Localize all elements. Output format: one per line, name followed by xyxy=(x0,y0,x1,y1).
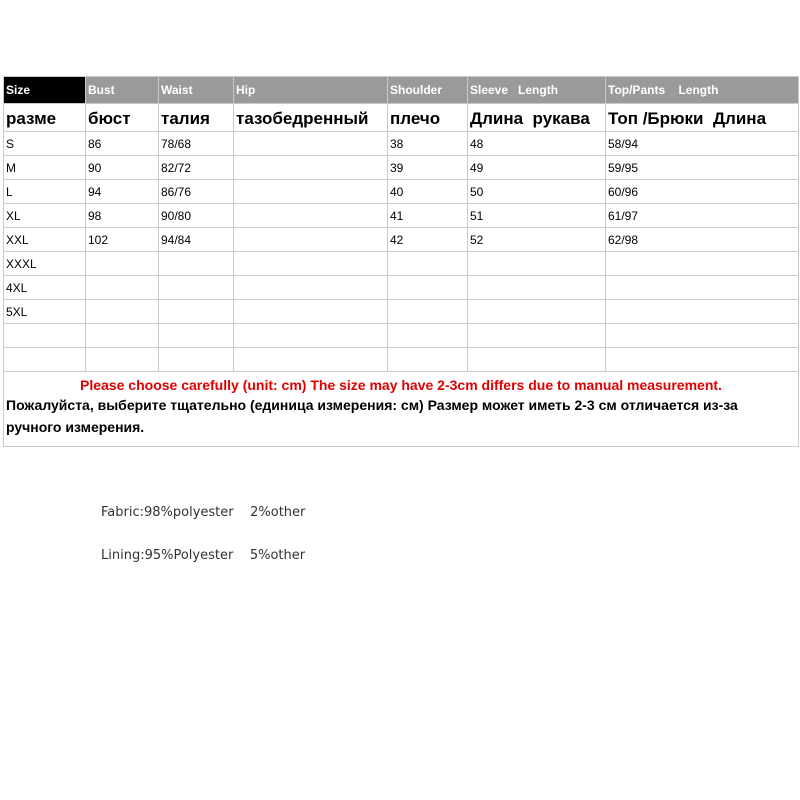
size-chart-table xyxy=(3,76,799,447)
table-cell: 102 xyxy=(86,228,159,252)
table-cell xyxy=(468,252,606,276)
table-row xyxy=(4,276,799,300)
table-cell: M xyxy=(4,156,86,180)
table-cell: 90 xyxy=(86,156,159,180)
header-cell-waist: Waist xyxy=(159,77,234,104)
table-cell: 98 xyxy=(86,204,159,228)
table-cell xyxy=(159,348,234,372)
table-cell: XXL xyxy=(4,228,86,252)
header-cell-top-pants-length: Top/Pants Length xyxy=(606,77,799,104)
note-english: Please choose carefully (unit: cm) The size may have 2-3cm differs due to manual measurement. xyxy=(80,377,722,393)
table-cell xyxy=(234,180,388,204)
table-cell xyxy=(234,228,388,252)
table-cell xyxy=(234,204,388,228)
header-cell-sleeve-length: Sleeve Length xyxy=(468,77,606,104)
table-cell xyxy=(606,300,799,324)
table-cell: 5XL xyxy=(4,300,86,324)
table-cell xyxy=(468,324,606,348)
table-cell: 60/96 xyxy=(606,180,799,204)
ru-header-cell: разме xyxy=(4,104,86,132)
table-cell: XXXL xyxy=(4,252,86,276)
table-cell xyxy=(86,276,159,300)
table-cell: 90/80 xyxy=(159,204,234,228)
table-cell xyxy=(388,348,468,372)
header-cell-hip: Hip xyxy=(234,77,388,104)
ru-header-cell: Длина рукава xyxy=(468,104,606,132)
table-cell: 94/84 xyxy=(159,228,234,252)
table-cell: 48 xyxy=(468,132,606,156)
table-row xyxy=(4,324,799,348)
table-cell: 49 xyxy=(468,156,606,180)
table-row xyxy=(4,252,799,276)
table-row xyxy=(4,180,799,204)
table-cell: 86/76 xyxy=(159,180,234,204)
table-cell xyxy=(388,300,468,324)
table-cell xyxy=(234,348,388,372)
table-cell xyxy=(234,276,388,300)
table-cell xyxy=(606,276,799,300)
note-cell xyxy=(4,372,799,447)
table-row xyxy=(4,132,799,156)
table-cell: 86 xyxy=(86,132,159,156)
table-cell xyxy=(606,252,799,276)
table-cell xyxy=(388,324,468,348)
table-cell xyxy=(4,348,86,372)
table-cell: 39 xyxy=(388,156,468,180)
table-cell xyxy=(234,324,388,348)
table-cell: 78/68 xyxy=(159,132,234,156)
note-russian: Пожалуйста, выберите тщательно (единица измерения: см) Размер может иметь 2-3 см отличается из-за ручного измерения. xyxy=(6,397,738,435)
table-cell xyxy=(388,252,468,276)
table-row xyxy=(4,300,799,324)
table-cell xyxy=(468,276,606,300)
header-cell-shoulder: Shoulder xyxy=(388,77,468,104)
table-cell xyxy=(4,324,86,348)
table-cell xyxy=(388,276,468,300)
table-cell xyxy=(86,252,159,276)
ru-header-cell: бюст xyxy=(86,104,159,132)
table-cell: 52 xyxy=(468,228,606,252)
header-row-russian xyxy=(4,104,799,132)
ru-header-cell: тазобедренный xyxy=(234,104,388,132)
table-cell xyxy=(234,252,388,276)
table-cell: 58/94 xyxy=(606,132,799,156)
table-cell: XL xyxy=(4,204,86,228)
table-cell xyxy=(234,132,388,156)
table-row xyxy=(4,228,799,252)
table-cell: 94 xyxy=(86,180,159,204)
table-cell: 4XL xyxy=(4,276,86,300)
table-cell: 50 xyxy=(468,180,606,204)
table-cell: 38 xyxy=(388,132,468,156)
table-cell xyxy=(468,300,606,324)
header-cell-size: Size xyxy=(4,77,86,104)
table-row xyxy=(4,204,799,228)
table-cell xyxy=(234,156,388,180)
lining-composition: Lining:95%Polyester 5%other xyxy=(101,548,306,563)
table-cell xyxy=(606,324,799,348)
header-cell-bust: Bust xyxy=(86,77,159,104)
table-cell xyxy=(468,348,606,372)
table-cell xyxy=(159,300,234,324)
table-cell xyxy=(159,276,234,300)
table-cell: 62/98 xyxy=(606,228,799,252)
table-cell: S xyxy=(4,132,86,156)
table-row xyxy=(4,348,799,372)
table-cell xyxy=(159,324,234,348)
fabric-composition: Fabric:98%polyester 2%other xyxy=(101,505,306,520)
table-cell xyxy=(606,348,799,372)
header-row xyxy=(4,77,799,104)
table-cell: 82/72 xyxy=(159,156,234,180)
table-cell: L xyxy=(4,180,86,204)
table-cell: 59/95 xyxy=(606,156,799,180)
ru-header-cell: Топ /Брюки Длина xyxy=(606,104,799,132)
note-row xyxy=(4,372,799,447)
table-cell xyxy=(234,300,388,324)
table-cell xyxy=(86,324,159,348)
table-cell: 61/97 xyxy=(606,204,799,228)
ru-header-cell: плечо xyxy=(388,104,468,132)
table-cell xyxy=(159,252,234,276)
table-cell: 42 xyxy=(388,228,468,252)
table-cell xyxy=(86,348,159,372)
table-cell xyxy=(86,300,159,324)
ru-header-cell: талия xyxy=(159,104,234,132)
table-cell: 40 xyxy=(388,180,468,204)
table-row xyxy=(4,156,799,180)
table-cell: 51 xyxy=(468,204,606,228)
table-cell: 41 xyxy=(388,204,468,228)
